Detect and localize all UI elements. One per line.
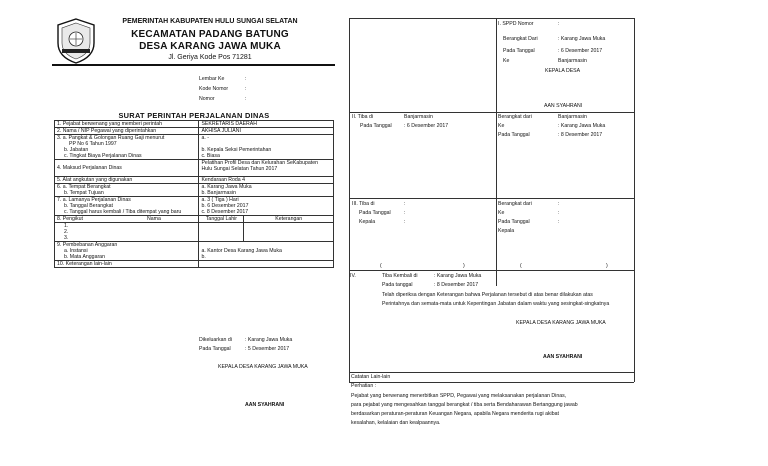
- s3-sign2-open: (: [520, 263, 522, 269]
- ref-label: Nomor: [199, 96, 215, 102]
- s4-date: Pada tanggal : 8 Desember 2017: [382, 282, 479, 288]
- notes-label: Catatan Lain-lain: [351, 374, 391, 380]
- notes-line: kesalahan, kelalaian dan kealpaannya.: [351, 420, 441, 426]
- right-border-right: [634, 18, 635, 382]
- table-row: 2.: [55, 229, 334, 235]
- table-row: 4. Maksud Perjalanan Dinas Pelatihan Profil Desa dan Kelurahan SeKabupaten Hulu Sungai Selatan Tahun 2017: [55, 160, 334, 177]
- section-divider: [349, 112, 634, 113]
- section-divider: [349, 382, 634, 383]
- table-row: 1.: [55, 223, 334, 230]
- section-divider: [349, 198, 634, 199]
- s3-head: Kepala :: [359, 219, 406, 225]
- s3-arrival: III. Tiba di :: [352, 201, 406, 207]
- table-row: 3.: [55, 235, 334, 242]
- table-row: 2. Nama / NIP Pegawai yang diperintahkan AKHISA JULIANI: [55, 128, 334, 135]
- notes-line: para pejabat yang mengesahkan tanggal berangkat / tiba serta Bendaharawan Bertanggung jawab: [351, 402, 578, 408]
- s4-return: Tiba Kembali di : Karang Jawa Muka: [382, 273, 482, 279]
- purpose-line: Pelatihan Profil Desa dan Kelurahan SeKabupaten: [201, 160, 318, 166]
- s2-arrival: II. Tiba di Banjarmasin: [352, 114, 433, 120]
- district-header: KECAMATAN PADANG BATUNG: [131, 29, 289, 40]
- issuer-signature-name: AAN SYAHRANI: [245, 402, 285, 408]
- s3-departure: Berangkat dari :: [498, 201, 560, 207]
- table-row: a. Instansi a. Kantor Desa Karang Jawa Muka: [55, 248, 334, 254]
- issued-date: Pada Tanggal : 5 Desember 2017: [199, 346, 290, 352]
- section-divider: [349, 18, 634, 19]
- s2-destination: Ke : Karang Jawa Muka: [498, 123, 606, 129]
- header-divider: [52, 64, 335, 66]
- s4-paragraph-line: Perintahnya dan semata-mata untuk Kepentingan Jabatan dalam waktu yang sesingkat-singkatnya: [382, 301, 610, 307]
- regency-logo: [54, 17, 98, 65]
- s3-destination: Ke :: [498, 210, 560, 216]
- address-line: Jl. Geriya Kode Pos 71281: [168, 54, 252, 61]
- notes-line: berdasarkan peraturan-peraturan Keuangan Negara, apabila Negara menderita rugi akibat: [351, 411, 559, 417]
- village-header: DESA KARANG JAWA MUKA: [139, 41, 281, 52]
- sppd-number: I. SPPD Nomor :: [498, 21, 560, 27]
- table-row: 8. Pengikut Nama Tanggal Lahir Keterangan: [55, 216, 334, 223]
- notes-line: Pejabat yang berwenang menerbitkan SPPD, Pegawai yang melaksanakan perjalanan Dinas,: [351, 393, 567, 399]
- issued-at: Dikeluarkan di : Karang Jawa Muka: [199, 337, 293, 343]
- table-row: 3. a. Pangkat & Golongan Ruang Gaji menurut a. -: [55, 135, 334, 142]
- s4-paragraph-line: Telah diperiksa dengan Keterangan bahwa Perjalanan tersebut di atas benar dilakukan atas: [382, 292, 593, 298]
- s3-date: Pada Tanggal :: [359, 210, 406, 216]
- right-border-left: [349, 18, 350, 382]
- s3-head2: Kepala: [498, 228, 515, 234]
- s1-role: KEPALA DESA: [545, 68, 581, 74]
- issuer-role: KEPALA DESA KARANG JAWA MUKA: [218, 364, 308, 370]
- s1-destination: Ke Banjarmasin: [503, 58, 587, 64]
- ref-sep: :: [245, 96, 247, 102]
- s2-date2: Pada Tanggal : 8 Desember 2017: [498, 132, 603, 138]
- s3-sign2-close: ): [606, 263, 608, 269]
- ref-label: Lembar Ke: [199, 76, 225, 82]
- s2-departure: Berangkat dari Banjarmasin: [498, 114, 587, 120]
- s2-date: Pada Tanggal : 6 Desember 2017: [360, 123, 449, 129]
- s4-signer: AAN SYAHRANI: [543, 354, 583, 360]
- table-row: c. Tingkat Biaya Perjalanan Dinas c. Biasa: [55, 153, 334, 160]
- sppd-form-table: [54, 120, 334, 268]
- ref-sep: :: [245, 86, 247, 92]
- table-row: 7. a. Lamanya Perjalanan Dinas a. 3 ( Tiga ) Hari: [55, 197, 334, 204]
- s3-sign-close: ): [463, 263, 465, 269]
- purpose-line: Hulu Sungai Selatan Tahun 2017: [201, 166, 278, 172]
- form-title: SURAT PERINTAH PERJALANAN DINAS: [118, 111, 270, 120]
- section-divider: [349, 270, 634, 271]
- s3-sign-open: (: [380, 263, 382, 269]
- s4-role: KEPALA DESA KARANG JAWA MUKA: [516, 320, 606, 326]
- table-row: 9. Pembebanan Anggaran: [55, 242, 334, 249]
- s1-date: Pada Tanggal : 6 Desember 2017: [503, 48, 603, 54]
- ref-sep: :: [245, 76, 247, 82]
- right-column-divider: [496, 18, 497, 286]
- table-row: 6. a. Tempat Berangkat a. Karang Jawa Muka: [55, 184, 334, 191]
- table-row: b. Tanggal Berangkat b. 6 Desember 2017: [55, 203, 334, 209]
- table-row: b. Mata Anggaran b.: [55, 254, 334, 261]
- s1-signer: AAN SYAHRANI: [544, 103, 583, 109]
- gov-header: PEMERINTAH KABUPATEN HULU SUNGAI SELATAN: [122, 18, 298, 25]
- table-row: PP No 6 Tahun 1997: [55, 141, 334, 147]
- table-row: 1. Pejabat berwenang yang memberi perintah SEKRETARIS DAERAH: [55, 121, 334, 128]
- table-row: 5. Alat angkutan yang digunakan Kendaraan Roda 4: [55, 177, 334, 184]
- table-row: b. Jabatan b. Kepala Seksi Pemerintahan: [55, 147, 334, 153]
- ref-label: Kode Nomor: [199, 86, 229, 92]
- s3-date2: Pada Tanggal :: [498, 219, 560, 225]
- table-row: b. Tempat Tujuan b. Banjarmasin: [55, 190, 334, 197]
- s4-number: IV.: [350, 273, 356, 279]
- table-row: 10. Keterangan lain-lain: [55, 261, 334, 268]
- table-row: c. Tanggal harus kembali / Tiba ditempat yang baru c. 8 Desember 2017: [55, 209, 334, 216]
- s1-departure: Berangkat Dari : Karang Jawa Muka: [503, 36, 606, 42]
- reference-block: [199, 74, 246, 104]
- section-divider: [349, 372, 634, 373]
- notes-attention: Perhatian :: [351, 383, 377, 389]
